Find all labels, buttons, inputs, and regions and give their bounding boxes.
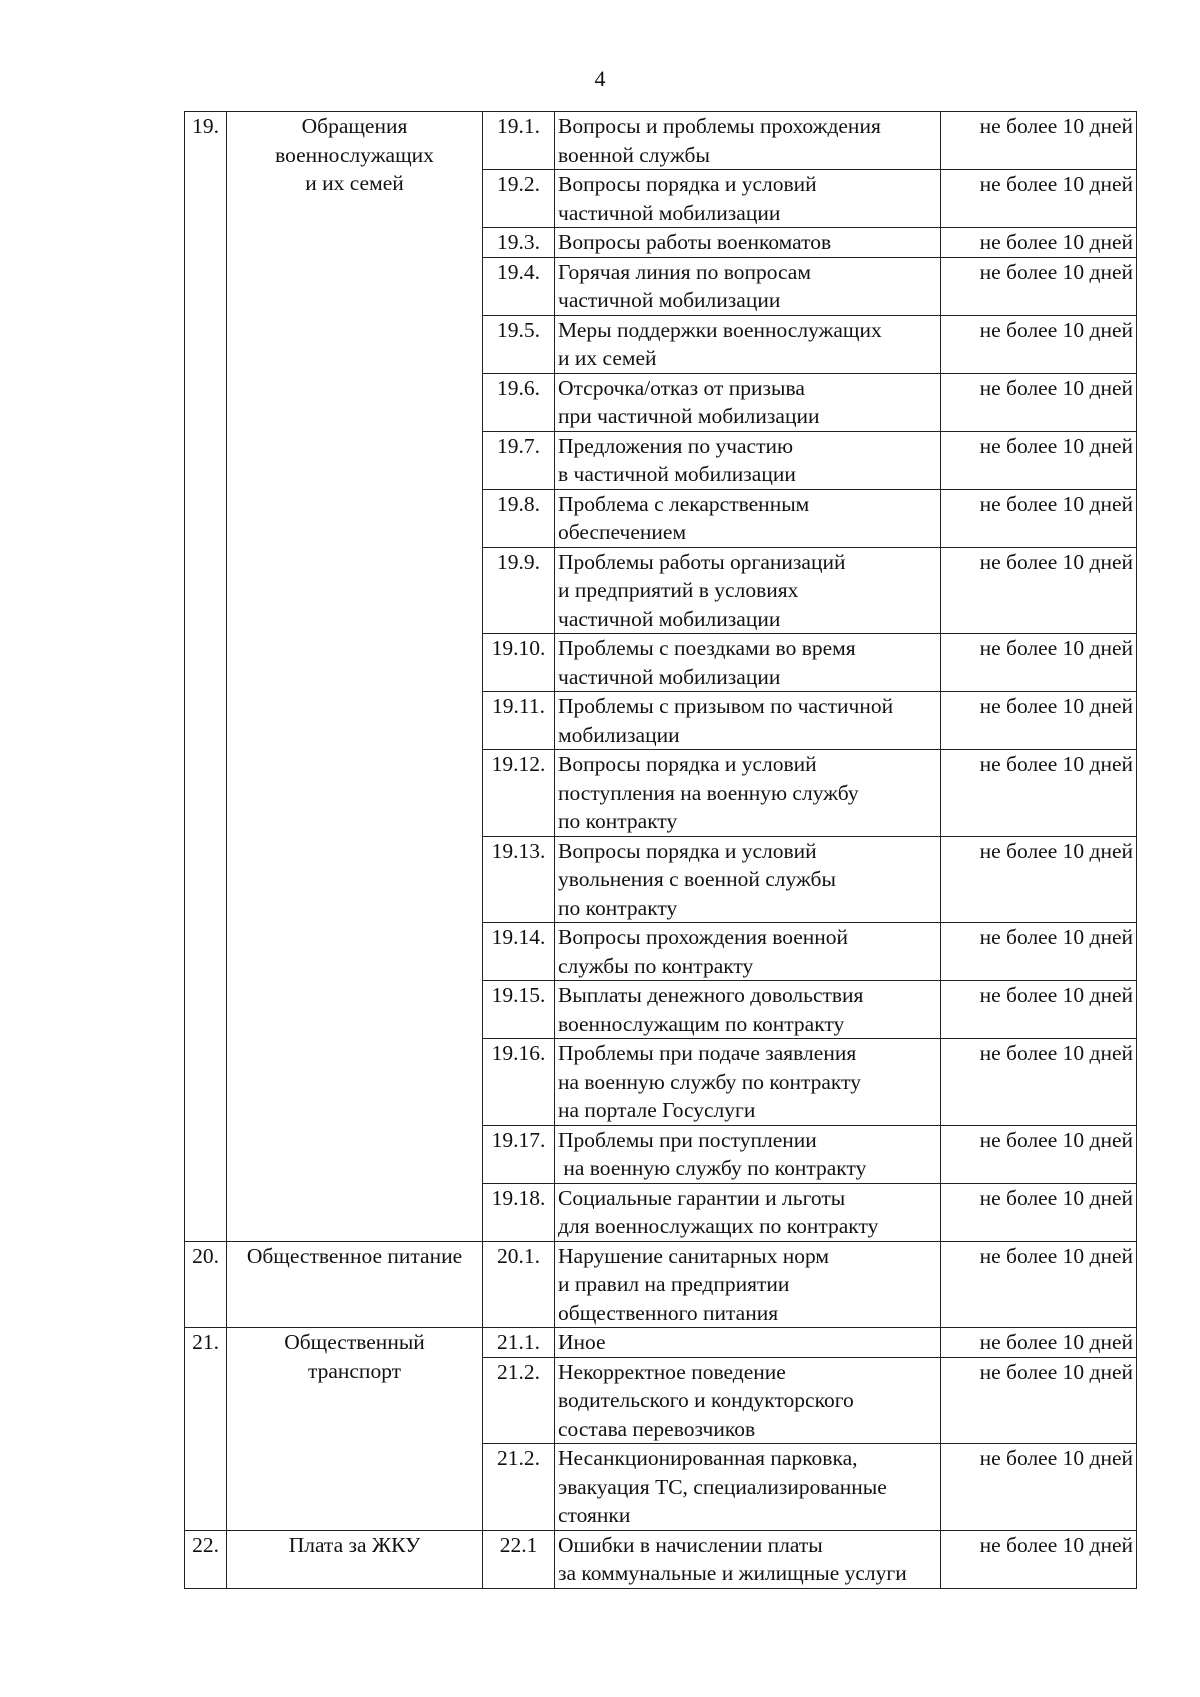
appeals-table xyxy=(184,111,1137,1589)
deadline-cell: не более 10 дней xyxy=(941,315,1137,373)
category-cell: Обращения военнослужащих и их семей xyxy=(227,112,483,1242)
subitem-number-cell: 19.3. xyxy=(483,228,555,258)
description-cell: Иное xyxy=(555,1328,941,1358)
description-cell: Предложения по участию в частичной мобилизации xyxy=(555,431,941,489)
subitem-number-cell: 19.18. xyxy=(483,1183,555,1241)
deadline-cell: не более 10 дней xyxy=(941,257,1137,315)
subitem-number-cell: 19.7. xyxy=(483,431,555,489)
description-cell: Вопросы порядка и условий увольнения с военной службы по контракту xyxy=(555,836,941,923)
description-cell: Меры поддержки военнослужащих и их семей xyxy=(555,315,941,373)
subitem-number-cell: 19.17. xyxy=(483,1125,555,1183)
deadline-cell: не более 10 дней xyxy=(941,692,1137,750)
subitem-number-cell: 19.12. xyxy=(483,750,555,837)
description-cell: Проблемы работы организаций и предприятий в условиях частичной мобилизации xyxy=(555,547,941,634)
description-cell: Вопросы работы военкоматов xyxy=(555,228,941,258)
subitem-number-cell: 19.13. xyxy=(483,836,555,923)
subitem-number-cell: 19.15. xyxy=(483,981,555,1039)
subitem-number-cell: 21.2. xyxy=(483,1357,555,1444)
subitem-number-cell: 19.11. xyxy=(483,692,555,750)
subitem-number-cell: 19.16. xyxy=(483,1039,555,1126)
table-row xyxy=(185,1328,1137,1358)
deadline-cell: не более 10 дней xyxy=(941,112,1137,170)
description-cell: Социальные гарантии и льготы для военнослужащих по контракту xyxy=(555,1183,941,1241)
deadline-cell: не более 10 дней xyxy=(941,1530,1137,1588)
group-number-cell: 22. xyxy=(185,1530,227,1588)
deadline-cell: не более 10 дней xyxy=(941,1183,1137,1241)
description-cell: Проблемы при подаче заявления на военную службу по контракту на портале Госуслуги xyxy=(555,1039,941,1126)
subitem-number-cell: 21.1. xyxy=(483,1328,555,1358)
deadline-cell: не более 10 дней xyxy=(941,1039,1137,1126)
table-row xyxy=(185,1241,1137,1328)
category-cell: Общественное питание xyxy=(227,1241,483,1328)
subitem-number-cell: 19.4. xyxy=(483,257,555,315)
deadline-cell: не более 10 дней xyxy=(941,923,1137,981)
description-cell: Проблема с лекарственным обеспечением xyxy=(555,489,941,547)
deadline-cell: не более 10 дней xyxy=(941,373,1137,431)
subitem-number-cell: 20.1. xyxy=(483,1241,555,1328)
table-body xyxy=(185,112,1137,1589)
description-cell: Проблемы с поездками во время частичной мобилизации xyxy=(555,634,941,692)
group-number-cell: 19. xyxy=(185,112,227,1242)
deadline-cell: не более 10 дней xyxy=(941,170,1137,228)
description-cell: Горячая линия по вопросам частичной мобилизации xyxy=(555,257,941,315)
subitem-number-cell: 19.5. xyxy=(483,315,555,373)
deadline-cell: не более 10 дней xyxy=(941,489,1137,547)
deadline-cell: не более 10 дней xyxy=(941,1328,1137,1358)
deadline-cell: не более 10 дней xyxy=(941,228,1137,258)
subitem-number-cell: 19.1. xyxy=(483,112,555,170)
description-cell: Выплаты денежного довольствия военнослужащим по контракту xyxy=(555,981,941,1039)
group-number-cell: 20. xyxy=(185,1241,227,1328)
deadline-cell: не более 10 дней xyxy=(941,750,1137,837)
deadline-cell: не более 10 дней xyxy=(941,981,1137,1039)
description-cell: Вопросы порядка и условий частичной мобилизации xyxy=(555,170,941,228)
deadline-cell: не более 10 дней xyxy=(941,1444,1137,1531)
description-cell: Вопросы и проблемы прохождения военной службы xyxy=(555,112,941,170)
subitem-number-cell: 19.10. xyxy=(483,634,555,692)
page-number: 4 xyxy=(594,66,606,91)
category-cell: Общественный транспорт xyxy=(227,1328,483,1531)
category-cell: Плата за ЖКУ xyxy=(227,1530,483,1588)
subitem-number-cell: 19.6. xyxy=(483,373,555,431)
subitem-number-cell: 19.2. xyxy=(483,170,555,228)
description-cell: Несанкционированная парковка, эвакуация ТС, специализированные стоянки xyxy=(555,1444,941,1531)
deadline-cell: не более 10 дней xyxy=(941,1125,1137,1183)
deadline-cell: не более 10 дней xyxy=(941,547,1137,634)
description-cell: Некорректное поведение водительского и кондукторского состава перевозчиков xyxy=(555,1357,941,1444)
subitem-number-cell: 19.14. xyxy=(483,923,555,981)
description-cell: Проблемы при поступлении на военную службу по контракту xyxy=(555,1125,941,1183)
subitem-number-cell: 21.2. xyxy=(483,1444,555,1531)
deadline-cell: не более 10 дней xyxy=(941,1241,1137,1328)
description-cell: Нарушение санитарных норм и правил на предприятии общественного питания xyxy=(555,1241,941,1328)
table-row xyxy=(185,1530,1137,1588)
deadline-cell: не более 10 дней xyxy=(941,836,1137,923)
description-cell: Вопросы порядка и условий поступления на военную службу по контракту xyxy=(555,750,941,837)
deadline-cell: не более 10 дней xyxy=(941,1357,1137,1444)
description-cell: Проблемы с призывом по частичной мобилизации xyxy=(555,692,941,750)
description-cell: Ошибки в начислении платы за коммунальные и жилищные услуги xyxy=(555,1530,941,1588)
description-cell: Вопросы прохождения военной службы по контракту xyxy=(555,923,941,981)
subitem-number-cell: 19.8. xyxy=(483,489,555,547)
subitem-number-cell: 22.1 xyxy=(483,1530,555,1588)
deadline-cell: не более 10 дней xyxy=(941,431,1137,489)
description-cell: Отсрочка/отказ от призыва при частичной мобилизации xyxy=(555,373,941,431)
group-number-cell: 21. xyxy=(185,1328,227,1531)
subitem-number-cell: 19.9. xyxy=(483,547,555,634)
deadline-cell: не более 10 дней xyxy=(941,634,1137,692)
table-row xyxy=(185,112,1137,170)
